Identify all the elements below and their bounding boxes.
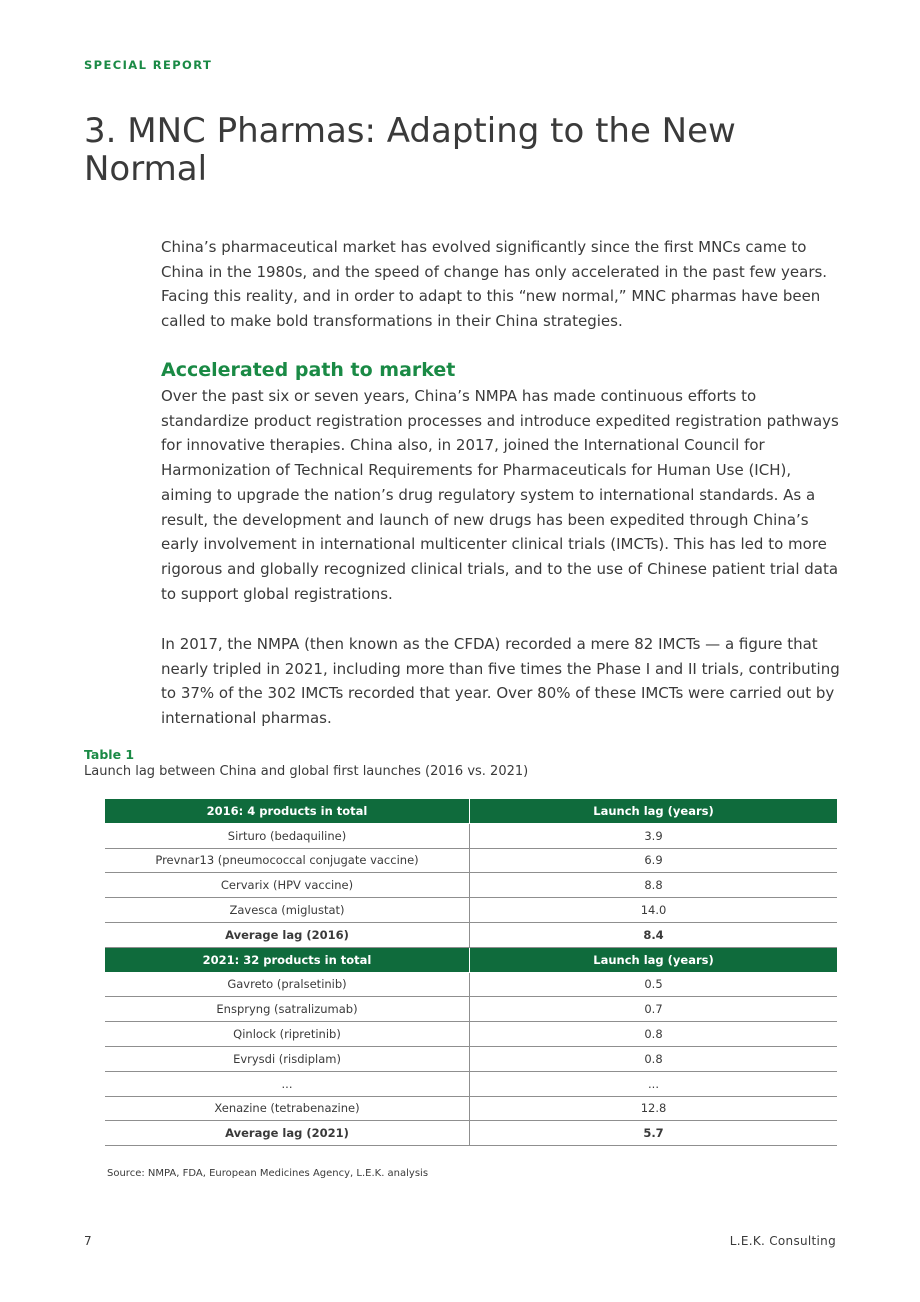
launch-lag-table xyxy=(105,799,837,1146)
product-cell: Evrysdi (risdiplam) xyxy=(105,1046,470,1071)
product-cell: ... xyxy=(105,1071,470,1096)
body-paragraph: In 2017, the NMPA (then known as the CFDA) recorded a mere 82 IMCTs — a figure that nearly tripled in 2021, including more than five times the Phase I and II trials, contributing to 37% of the 302 IMCTs recorded that year. Over 80% of these IMCTs were carried out by international pharmas. xyxy=(161,635,840,728)
table-average-row xyxy=(105,922,837,947)
table-row xyxy=(105,972,837,997)
intro-paragraph: China’s pharmaceutical market has evolved significantly since the first MNCs came to China in the 1980s, and the speed of change has only accelerated in the past few years. Facing this reality, and in order to adapt to this “new normal,” MNC pharmas have been called to make bold transformations in their China strategies. xyxy=(161,238,828,331)
lag-cell: 3.9 xyxy=(470,823,838,848)
table-header-cell: 2021: 32 products in total xyxy=(105,947,470,972)
lag-cell: 8.8 xyxy=(470,873,838,898)
average-label-cell: Average lag (2016) xyxy=(105,922,470,947)
average-value-cell: 5.7 xyxy=(470,1121,838,1146)
lag-cell: 6.9 xyxy=(470,848,838,873)
product-cell: Gavreto (pralsetinib) xyxy=(105,972,470,997)
product-cell: Xenazine (tetrabenazine) xyxy=(105,1096,470,1121)
product-cell: Enspryng (satralizumab) xyxy=(105,997,470,1022)
table-header-cell: Launch lag (years) xyxy=(470,799,838,823)
product-cell: Qinlock (ripretinib) xyxy=(105,1022,470,1047)
section-heading: Accelerated path to market xyxy=(161,359,456,381)
lag-cell: ... xyxy=(470,1071,838,1096)
table-caption: Launch lag between China and global first launches (2016 vs. 2021) xyxy=(84,764,529,779)
table-row xyxy=(105,997,837,1022)
lag-cell: 14.0 xyxy=(470,898,838,923)
lag-cell: 0.5 xyxy=(470,972,838,997)
average-value-cell: 8.4 xyxy=(470,922,838,947)
page-title: 3. MNC Pharmas: Adapting to the New Normal xyxy=(84,111,736,189)
product-cell: Sirturo (bedaquiline) xyxy=(105,823,470,848)
page-number: 7 xyxy=(84,1234,92,1248)
lag-cell: 12.8 xyxy=(470,1096,838,1121)
table-row xyxy=(105,873,837,898)
table-source-note: Source: NMPA, FDA, European Medicines Agency, L.E.K. analysis xyxy=(107,1168,429,1179)
table-group-header xyxy=(105,947,837,972)
average-label-cell: Average lag (2021) xyxy=(105,1121,470,1146)
footer-brand: L.E.K. Consulting xyxy=(729,1234,836,1248)
lag-cell: 0.8 xyxy=(470,1046,838,1071)
body-paragraph: Over the past six or seven years, China’s NMPA has made continuous efforts to standardize product registration processes and introduce expedited registration pathways for innovative therapies. China also, in 2017, joined the International Council for Harmonization of Technical Requirements for Pharmaceuticals for Human Use (ICH), aiming to upgrade the nation’s drug regulatory system to international standards. As a result, the development and launch of new drugs has been expedited through China’s early involvement in international multicenter clinical trials (IMCTs). This has led to more rigorous and globally recognized clinical trials, and to the use of Chinese patient trial data to support global registrations. xyxy=(161,387,839,603)
table-average-row xyxy=(105,1121,837,1146)
table-row xyxy=(105,1022,837,1047)
table-label: Table 1 xyxy=(84,747,135,762)
table-row xyxy=(105,1071,837,1096)
product-cell: Prevnar13 (pneumococcal conjugate vaccine) xyxy=(105,848,470,873)
table-group-header xyxy=(105,799,837,823)
table-header-cell: 2016: 4 products in total xyxy=(105,799,470,823)
table-row xyxy=(105,898,837,923)
product-cell: Zavesca (miglustat) xyxy=(105,898,470,923)
table-row xyxy=(105,1096,837,1121)
lag-cell: 0.8 xyxy=(470,1022,838,1047)
table-row xyxy=(105,848,837,873)
table-row xyxy=(105,823,837,848)
lag-cell: 0.7 xyxy=(470,997,838,1022)
table-row xyxy=(105,1046,837,1071)
report-kicker: SPECIAL REPORT xyxy=(84,58,213,72)
table-header-cell: Launch lag (years) xyxy=(470,947,838,972)
product-cell: Cervarix (HPV vaccine) xyxy=(105,873,470,898)
